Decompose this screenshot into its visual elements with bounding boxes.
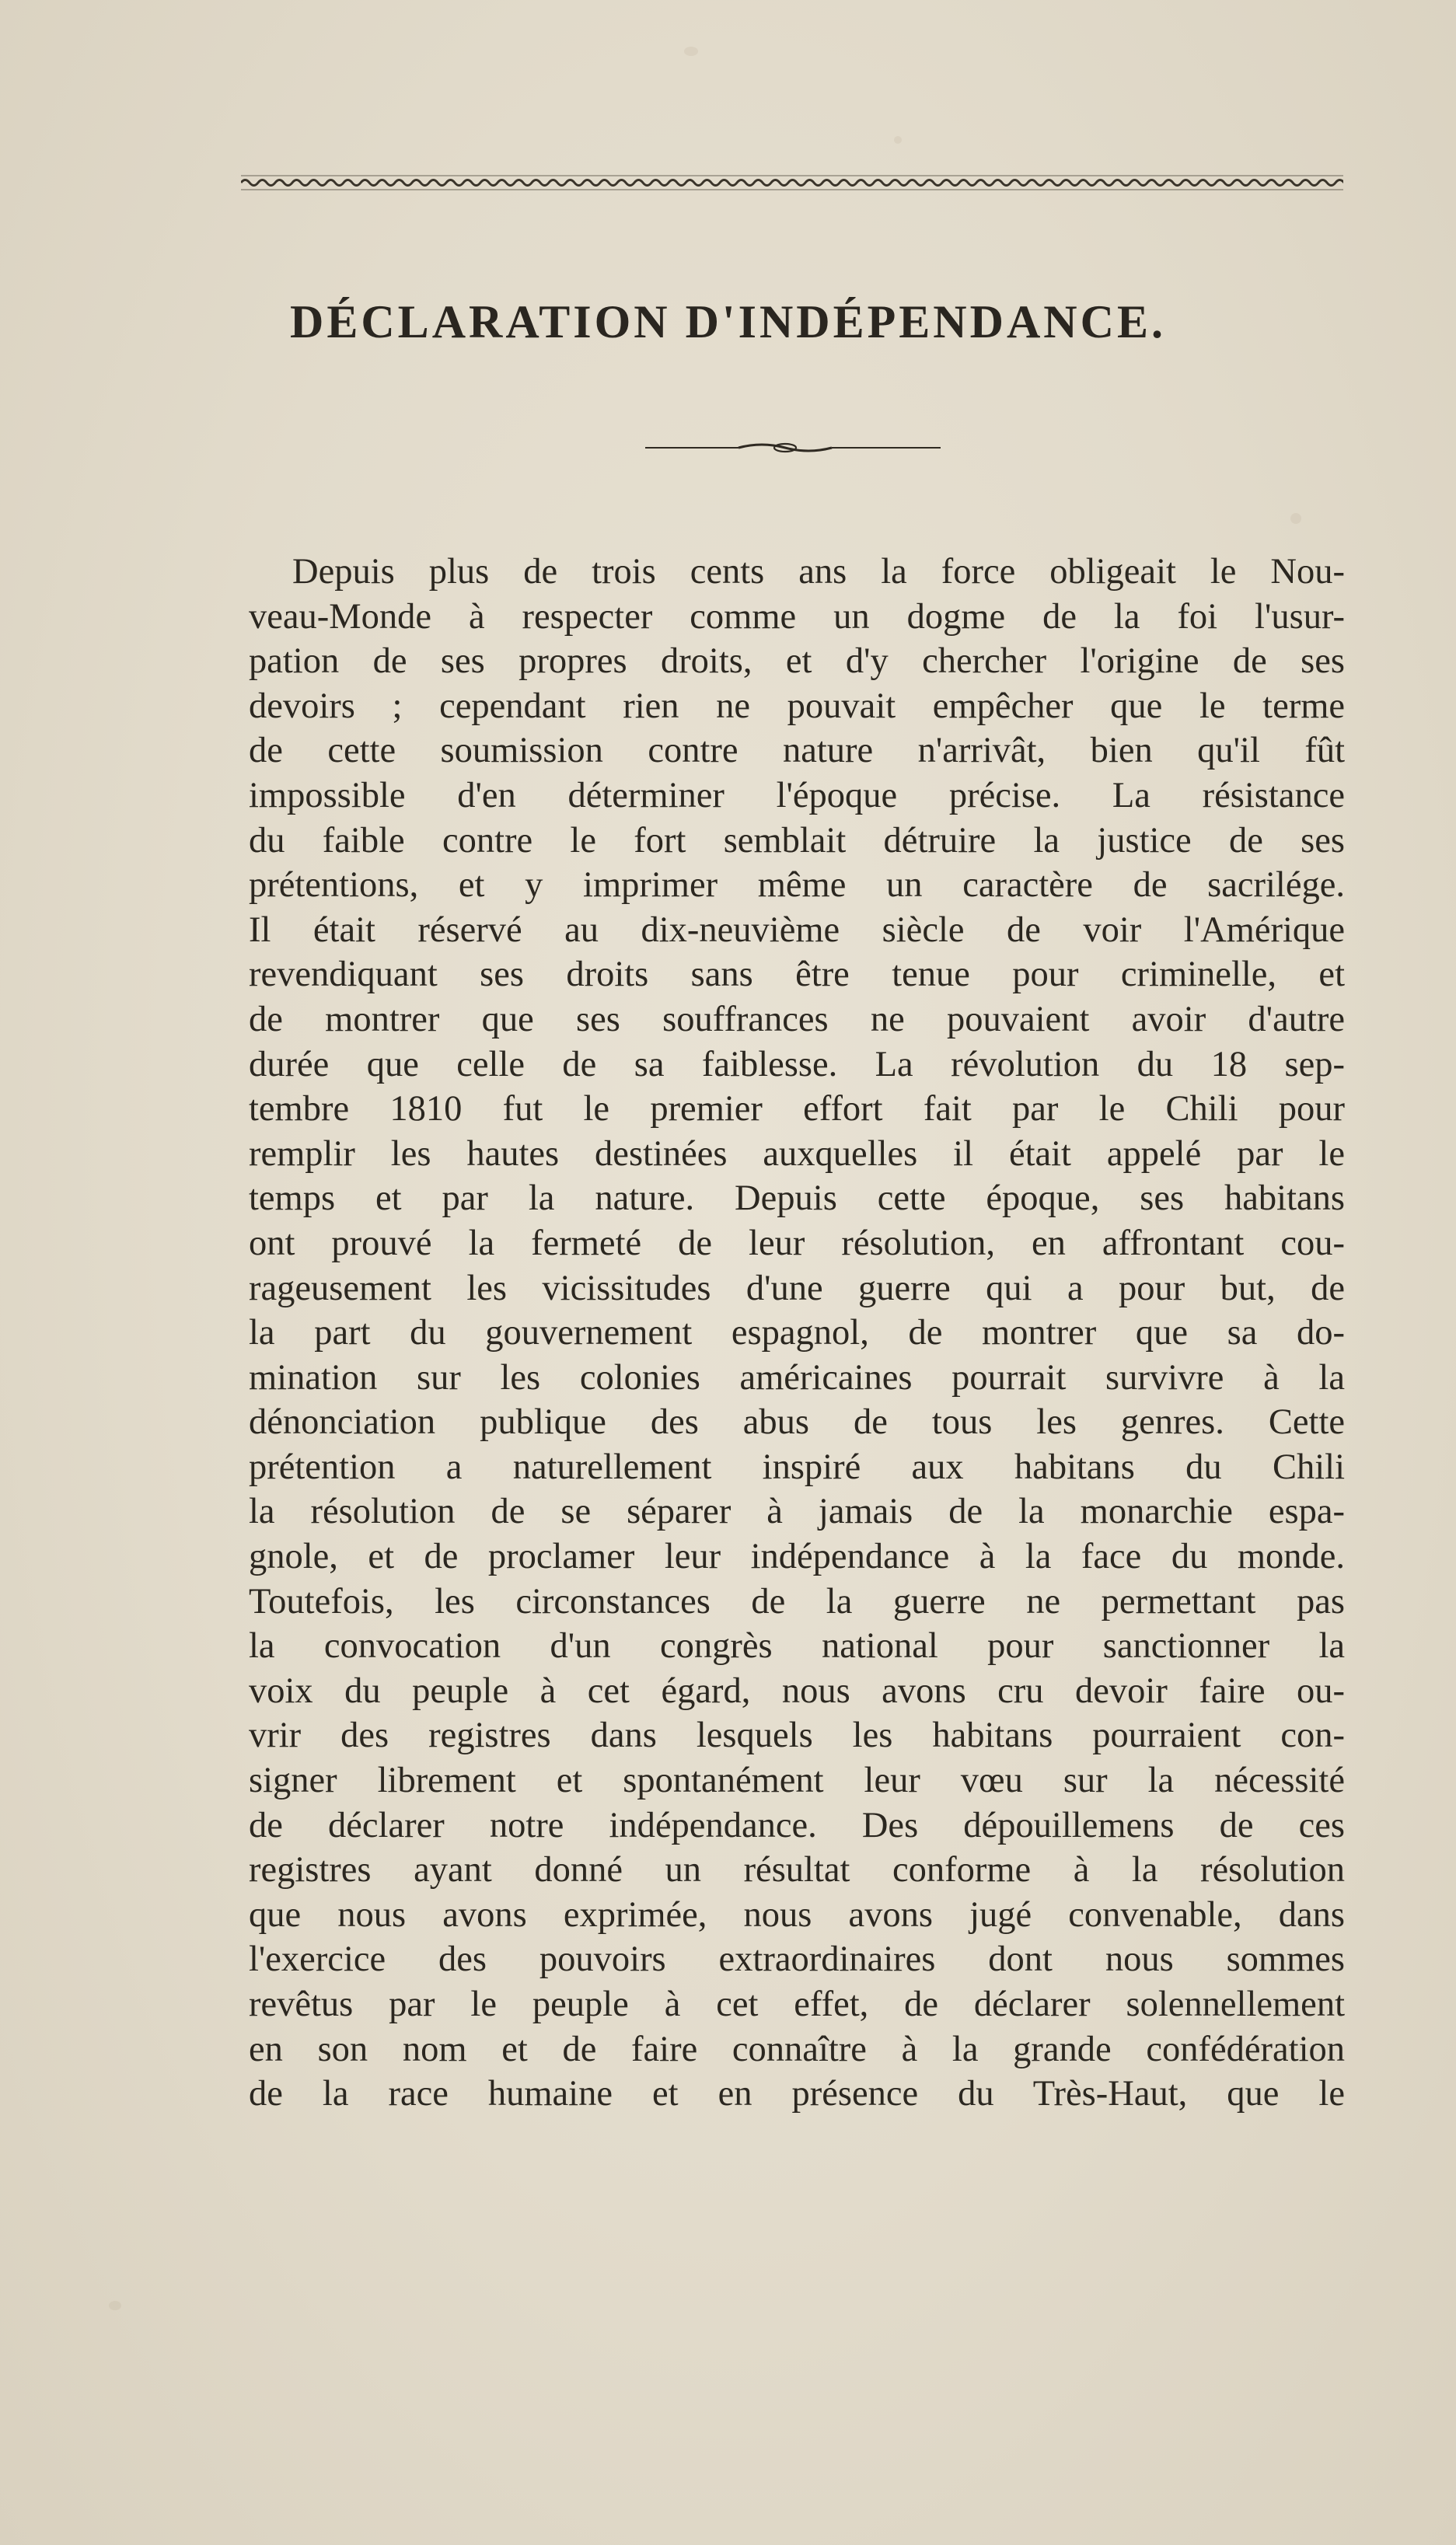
text-line: dénonciation publique des abus de tous les genres. Cette [249, 1402, 1345, 1443]
title-ornament-rule [645, 440, 948, 456]
text-line: veau-Monde à respecter comme un dogme de la foi l'usur- [249, 596, 1345, 637]
text-line: remplir les hautes destinées auxquelles il était appelé par le [249, 1133, 1345, 1174]
text-line: temps et par la nature. Depuis cette époque, ses habitans [249, 1178, 1345, 1219]
declaration-paragraph [249, 550, 1345, 2117]
text-line: mination sur les colonies américaines pourrait survivre à la [249, 1357, 1345, 1398]
text-line: vrir des registres dans lesquels les habitans pourraient con- [249, 1716, 1345, 1756]
text-line: de montrer que ses souffrances ne pouvaient avoir d'autre [249, 999, 1345, 1039]
text-line: ont prouvé la fermeté de leur résolution, en affrontant cou- [249, 1223, 1345, 1263]
text-line: de cette soumission contre nature n'arrivât, bien qu'il fût [249, 731, 1345, 771]
text-line: prétention a naturellement inspiré aux habitans du Chili [249, 1447, 1345, 1487]
paper-spot [684, 47, 698, 56]
text-line: du faible contre le fort semblait détruire la justice de ses [249, 820, 1345, 861]
text-line: durée que celle de sa faiblesse. La révolution du 18 sep- [249, 1044, 1345, 1084]
ornamental-header-band [241, 173, 1343, 193]
text-line: Toutefois, les circonstances de la guerre ne permettant pas [249, 1581, 1345, 1622]
text-line: tembre 1810 fut le premier effort fait par le Chili pour [249, 1089, 1345, 1129]
text-line: devoirs ; cependant rien ne pouvait empêcher que le terme [249, 686, 1345, 726]
text-line: la résolution de se séparer à jamais de la monarchie espa- [249, 1492, 1345, 1532]
text-line: Depuis plus de trois cents ans la force obligeait le Nou- [292, 552, 1345, 592]
text-line: signer librement et spontanément leur vœu sur la nécessité [249, 1761, 1345, 1801]
text-line: revendiquant ses droits sans être tenue pour criminelle, et [249, 955, 1345, 995]
text-line: de la race humaine et en présence du Très-Haut, que le [249, 2074, 1345, 2114]
text-line: rageusement les vicissitudes d'une guerre qui a pour but, de [249, 1268, 1345, 1308]
text-line: l'exercice des pouvoirs extraordinaires dont nous sommes [249, 1939, 1345, 1980]
text-line: la convocation d'un congrès national pour sanctionner la [249, 1626, 1345, 1667]
text-line: en son nom et de faire connaître à la grande confédération [249, 2029, 1345, 2069]
text-line: pation de ses propres droits, et d'y chercher l'origine de ses [249, 641, 1345, 682]
text-line: Il était réservé au dix-neuvième siècle de voir l'Amérique [249, 909, 1345, 950]
text-line: de déclarer notre indépendance. Des dépouillemens de ces [249, 1805, 1345, 1845]
chapter-title: DÉCLARATION D'INDÉPENDANCE. [290, 296, 1166, 347]
paper-spot [1290, 513, 1301, 524]
text-line: voix du peuple à cet égard, nous avons cru devoir faire ou- [249, 1670, 1345, 1711]
text-line: la part du gouvernement espagnol, de montrer que sa do- [249, 1313, 1345, 1353]
text-line: que nous avons exprimée, nous avons jugé convenable, dans [249, 1894, 1345, 1935]
text-line: prétentions, et y imprimer même un caractère de sacrilége. [249, 865, 1345, 906]
text-line: registres ayant donné un résultat conforme à la résolution [249, 1850, 1345, 1890]
text-line: gnole, et de proclamer leur indépendance à la face du monde. [249, 1537, 1345, 1577]
text-line: revêtus par le peuple à cet effet, de déclarer solennellement [249, 1985, 1345, 2024]
paper-spot [109, 2301, 121, 2310]
text-line: impossible d'en déterminer l'époque précise. La résistance [249, 775, 1345, 815]
paper-spot [894, 136, 902, 144]
